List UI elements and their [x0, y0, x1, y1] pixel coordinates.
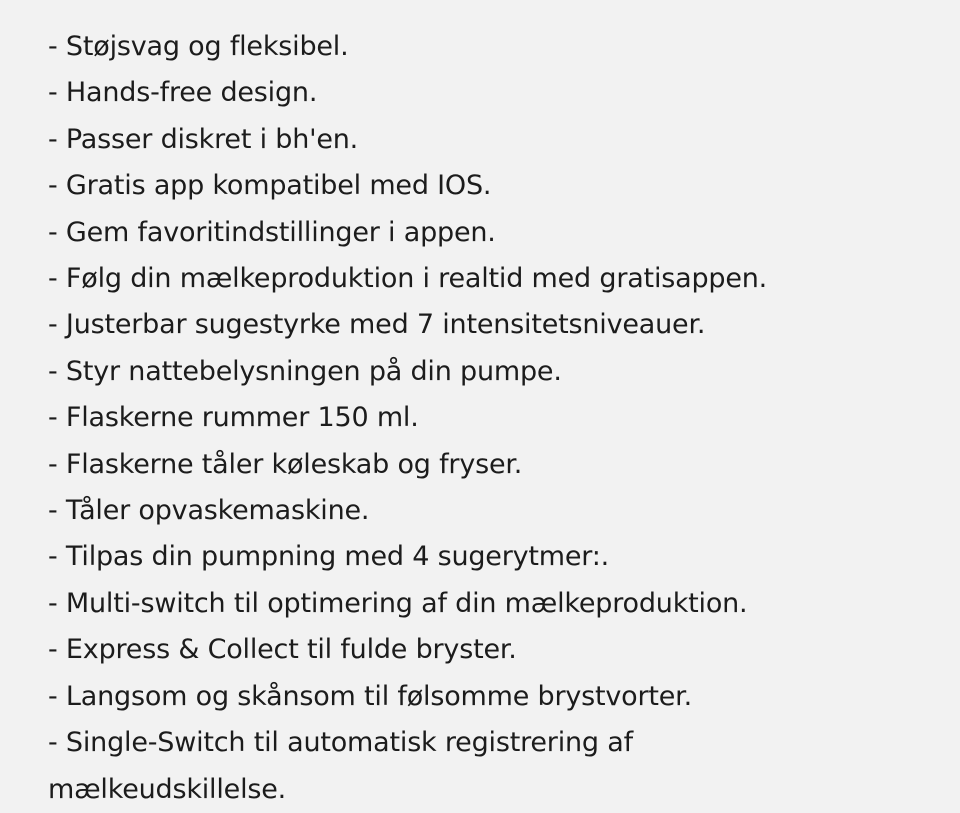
feature-line: - Støjsvag og fleksibel. [48, 31, 349, 62]
feature-line: - Tåler opvaskemaskine. [48, 495, 370, 527]
feature-line: - Express & Collect til fulde bryster. [48, 634, 517, 666]
feature-line: - Justerbar sugestyrke med 7 intensitetsniveauer. [48, 309, 706, 341]
feature-line: - Multi-switch til optimering af din mælkeproduktion. [48, 587, 748, 619]
feature-line: - Single-Switch til automatisk registrering af [48, 727, 633, 759]
feature-line: - Følg din mælkeproduktion i realtid med gratisappen. [48, 263, 768, 295]
feature-line: - Flaskerne tåler køleskab og fryser. [48, 448, 523, 480]
feature-line: - Hands-free design. [48, 77, 318, 109]
feature-line: - Tilpas din pumpning med 4 sugerytmer:. [48, 541, 610, 573]
feature-line: - Flaskerne rummer 150 ml. [48, 402, 419, 434]
feature-line: - Langsom og skånsom til følsomme brystvorter. [48, 680, 692, 712]
feature-line-continuation: mælkeudskillelse. [48, 773, 287, 805]
feature-line: - Gem favoritindstillinger i appen. [48, 216, 496, 248]
feature-line: - Passer diskret i bh'en. [48, 123, 359, 155]
feature-line: - Styr nattebelysningen på din pumpe. [48, 355, 562, 387]
feature-line: - Gratis app kompatibel med IOS. [48, 170, 492, 202]
